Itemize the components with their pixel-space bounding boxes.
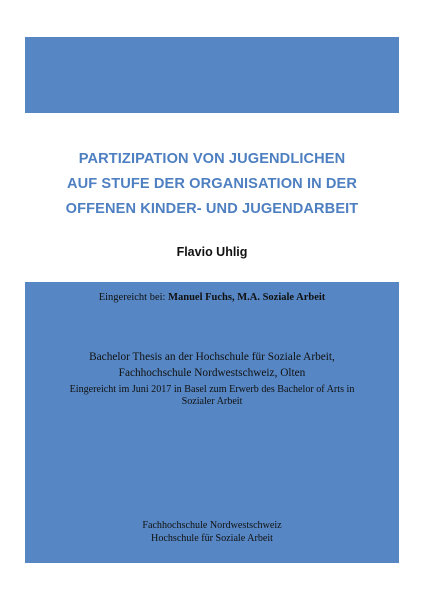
thesis-description: [25, 349, 399, 381]
info-box: [25, 282, 399, 563]
thesis-line-1: Bachelor Thesis an der Hochschule für Soziale Arbeit,: [89, 351, 335, 363]
submission-note: [25, 384, 399, 408]
thesis-line-2: Fachhochschule Nordwestschweiz, Olten: [118, 367, 306, 379]
title-line-2: AUF STUFE DER ORGANISATION IN DER: [66, 176, 358, 192]
submission-line-2: Sozialer Arbeit: [181, 396, 243, 407]
institution-line-1: Fachhochschule Nordwestschweiz: [142, 520, 282, 531]
supervisor-name: Manuel Fuchs, M.A. Soziale Arbeit: [168, 292, 326, 303]
institution-line-2: Hochschule für Soziale Arbeit: [151, 533, 273, 544]
author-name: Flavio Uhlig: [176, 245, 248, 259]
title-line-1: PARTIZIPATION VON JUGENDLICHEN: [78, 151, 346, 167]
submission-line-1: Eingereicht im Juni 2017 in Basel zum Erwerb des Bachelor of Arts in: [69, 384, 355, 395]
submitted-label: Eingereicht bei:: [98, 292, 169, 303]
institution: [25, 519, 399, 545]
header-color-band: [25, 37, 399, 113]
submitted-to: [25, 292, 399, 303]
title-line-3: OFFENEN KINDER- UND JUGENDARBEIT: [65, 201, 359, 217]
thesis-title: [25, 147, 399, 222]
